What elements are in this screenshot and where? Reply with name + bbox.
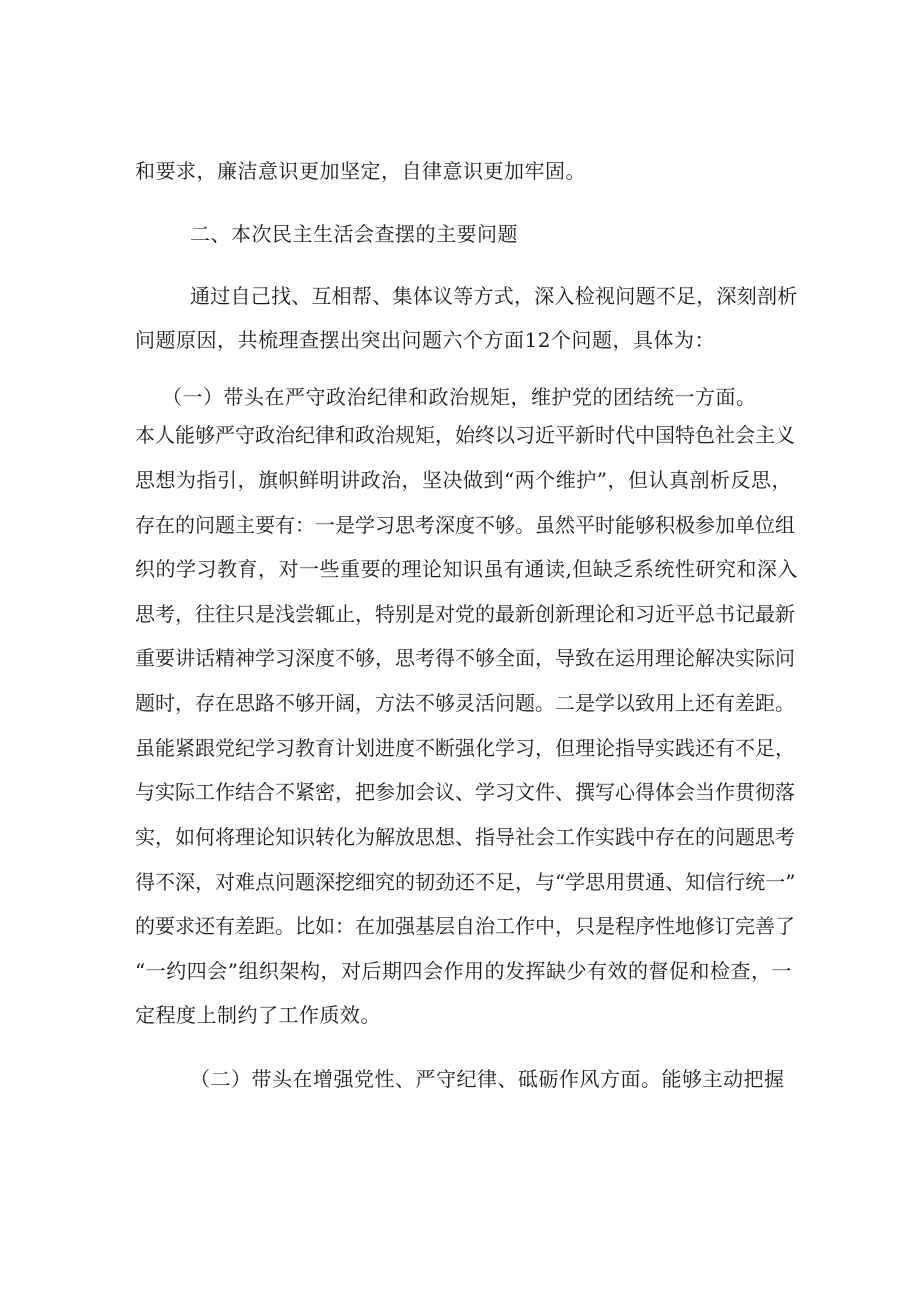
text-line: 本人能够严守政治纪律和政治规矩，始终以习近平新时代中国特色社会主义 bbox=[135, 423, 795, 447]
subsection-heading: （二）带头在增强党性、严守纪律、砥砺作风方面。能够主动把握 bbox=[190, 1067, 785, 1091]
text-line: 通过自己找、互相帮、集体议等方式，深入检视问题不足，深刻剖析 bbox=[190, 284, 798, 308]
text-line: 思考，往往只是浅尝辄止，特别是对党的最新创新理论和习近平总书记最新 bbox=[135, 602, 795, 626]
text-line: 和要求，廉洁意识更加坚定，自律意识更加牢固。 bbox=[135, 159, 586, 183]
text-line: 实，如何将理论知识转化为解放思想、指导社会工作实践中存在的问题思考 bbox=[135, 825, 795, 849]
text-line: 重要讲话精神学习深度不够，思考得不够全面，导致在运用理论解决实际问 bbox=[135, 646, 795, 670]
text-line: 与实际工作结合不紧密，把参加会议、学习文件、撰写心得体会当作贯彻落 bbox=[135, 780, 795, 804]
text-line: 题时，存在思路不够开阔，方法不够灵活问题。二是学以致用上还有差距。 bbox=[135, 691, 795, 715]
text-line: 的要求还有差距。比如：在加强基层自治工作中，只是程序性地修订完善了 bbox=[135, 914, 795, 938]
section-heading: 二、本次民主生活会查摆的主要问题 bbox=[190, 222, 518, 246]
text-line: 虽能紧跟党纪学习教育计划进度不断强化学习，但理论指导实践还有不足， bbox=[135, 736, 795, 760]
text-line: 定程度上制约了工作质效。 bbox=[135, 1003, 381, 1027]
text-line: 存在的问题主要有：一是学习思考深度不够。虽然平时能够积极参加单位组 bbox=[135, 513, 795, 537]
text-line: 织的学习教育，对一些重要的理论知识虽有通读,但缺乏系统性研究和深入 bbox=[135, 557, 798, 581]
text-line: “一约四会”组织架构，对后期四会作用的发挥缺少有效的督促和检查，一 bbox=[135, 959, 792, 983]
text-line: 问题原因，共梳理查摆出突出问题六个方面12个问题，具体为： bbox=[135, 328, 715, 352]
text-line: 思想为指引，旗帜鲜明讲政治，坚决做到“两个维护”，但认真剖析反思， bbox=[135, 468, 792, 492]
subsection-heading: （一）带头在严守政治纪律和政治规矩，维护党的团结统一方面。 bbox=[162, 385, 757, 409]
text-line: 得不深，对难点问题深挖细究的韧劲还不足，与“学思用贯通、知信行统一” bbox=[135, 870, 796, 894]
